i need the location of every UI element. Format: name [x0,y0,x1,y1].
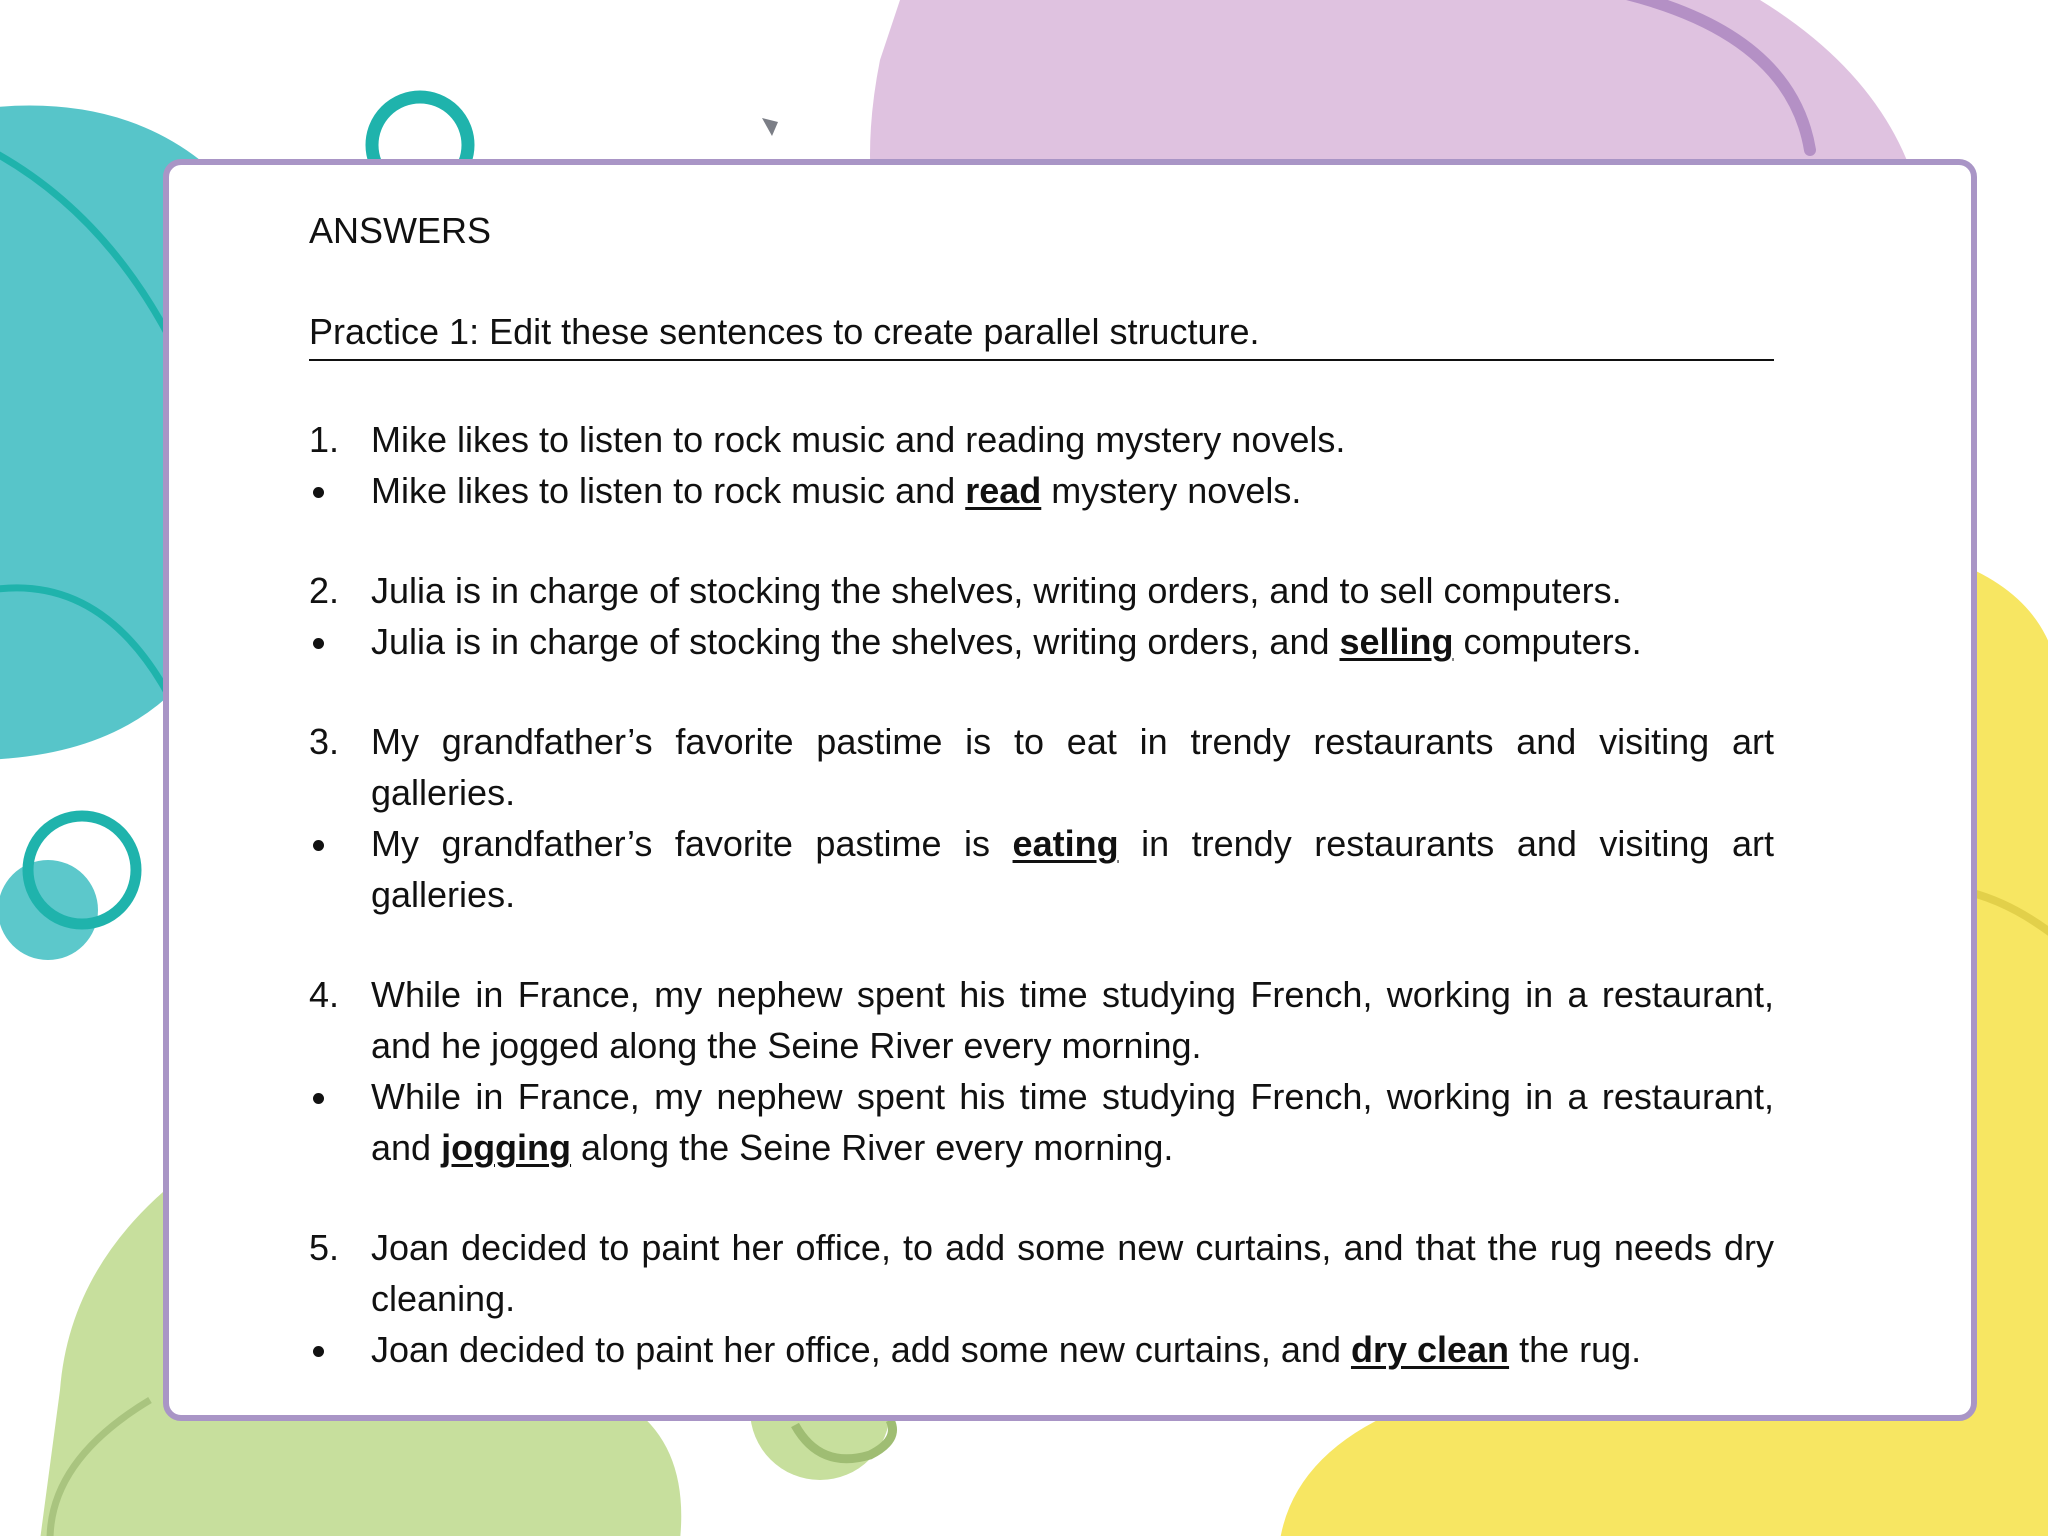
answer-key-word: jogging [441,1127,572,1168]
answer-row [309,616,1774,667]
page-title: ANSWERS [309,210,492,251]
item-number: 3. [309,721,340,762]
bullet-icon [309,1071,371,1122]
answer-key-word: selling [1339,621,1454,662]
answer-row [309,1324,1774,1375]
list-item [309,414,1774,516]
question-row [309,565,1774,616]
question-text: Joan decided to paint her office, to add some new curtains, and that the rug needs dry cleaning. [371,1227,1774,1319]
answer-card [163,159,1977,1421]
answer-text-before: Joan decided to paint her office, add some new curtains, and [371,1329,1351,1370]
answer-text-after: computers. [1453,621,1642,662]
answer-text-after: mystery novels. [1041,470,1302,511]
bullet-icon [309,465,371,516]
bullet-icon [309,616,371,667]
answer-text-after: along the Seine River every morning. [571,1127,1174,1168]
answer-row [309,818,1774,920]
bullet-icon [309,1324,371,1375]
list-item [309,1222,1774,1375]
list-item [309,969,1774,1173]
question-row [309,1222,1774,1324]
item-number: 4. [309,974,340,1015]
question-text: While in France, my nephew spent his time studying French, working in a restaurant, and he jogged along the Seine River every morning. [371,974,1774,1066]
question-row [309,414,1774,465]
question-row [309,716,1774,818]
item-number: 5. [309,1227,340,1268]
answer-text-before: While in France, my nephew spent his time studying French, working in a restaurant, and [371,1076,1774,1168]
answer-row [309,1071,1774,1173]
answer-text-before: My grandfather’s favorite pastime is [371,823,1013,864]
item-number: 2. [309,570,340,611]
answer-key-word: read [965,470,1042,511]
answer-text [371,616,1774,667]
question-text: Julia is in charge of stocking the shelves, writing orders, and to sell computers. [371,570,1622,611]
small-mark-shape [762,118,778,136]
question-text: My grandfather’s favorite pastime is to eat in trendy restaurants and visiting art galleries. [371,721,1774,813]
practice-heading: Practice 1: Edit these sentences to create parallel structure. [309,306,1774,361]
question-text: Mike likes to listen to rock music and reading mystery novels. [371,419,1346,460]
item-number: 1. [309,419,340,460]
list-item [309,565,1774,667]
answer-key-word: dry clean [1350,1329,1510,1370]
list-item [309,716,1774,920]
answer-row [309,465,1774,516]
answer-text-before: Julia is in charge of stocking the shelves, writing orders, and [371,621,1340,662]
answer-list [309,414,1774,1375]
answer-text [371,1324,1774,1375]
answer-text [371,1071,1774,1173]
answer-text [371,465,1774,516]
question-row [309,969,1774,1071]
answer-text-before: Mike likes to listen to rock music and [371,470,966,511]
answer-text [371,818,1774,920]
answer-text-after: in trendy restaurants and visiting art galleries. [371,823,1774,915]
answer-key-word: eating [1012,823,1119,864]
bullet-icon [309,818,371,869]
document-content [309,205,1774,1424]
answer-text-after: the rug. [1509,1329,1642,1370]
